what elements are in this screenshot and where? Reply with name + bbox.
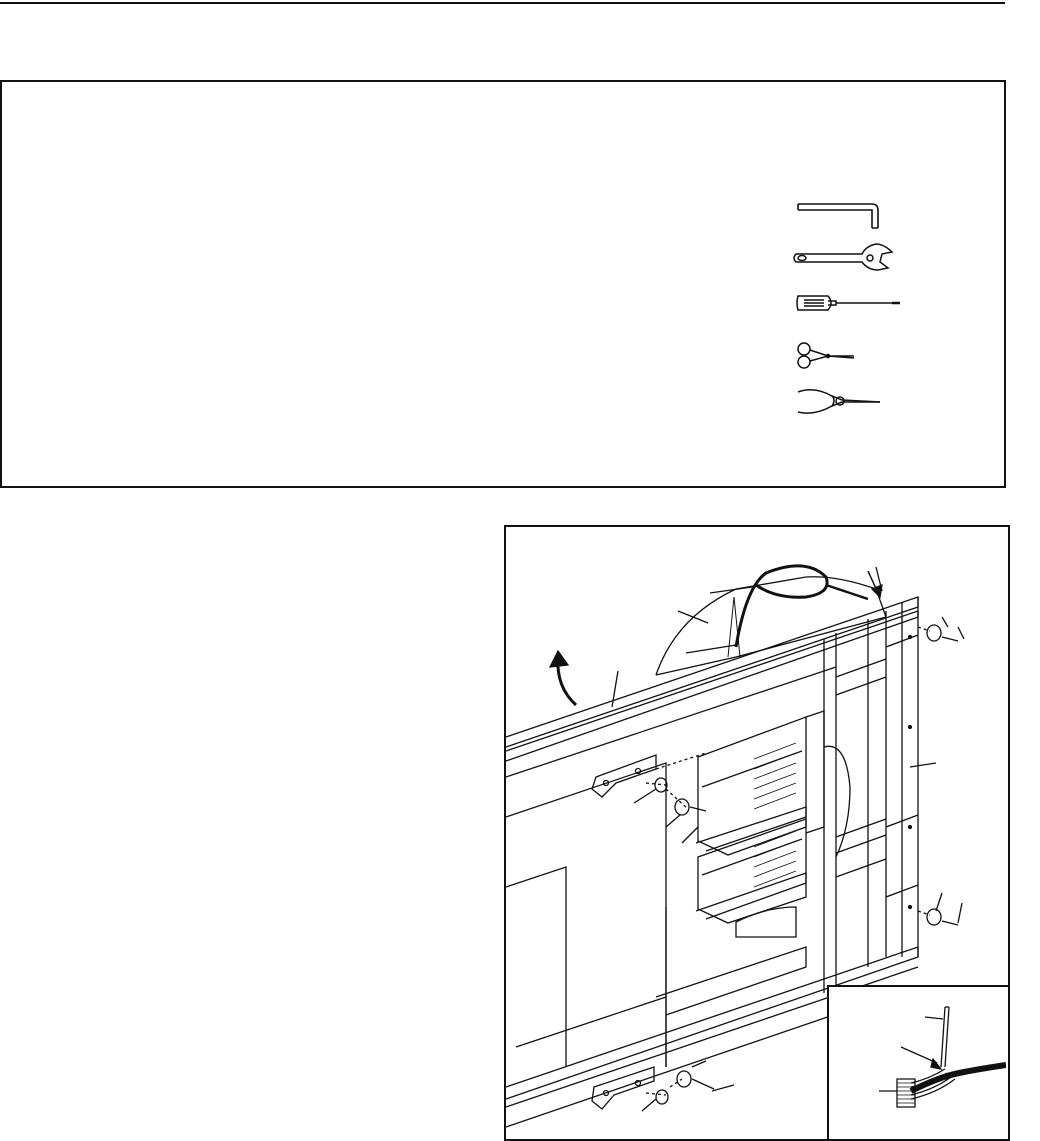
tools-list: [788, 120, 928, 420]
scissors-icon: [798, 343, 854, 368]
wire-harness-inset: [827, 985, 1008, 1139]
header-rule: [0, 2, 1005, 4]
needlenose-pliers-icon: [798, 390, 880, 413]
phillips-screwdriver-icon: [797, 296, 900, 310]
hex-key-icon: [798, 204, 878, 228]
wire-harness-inset-illustration: [829, 987, 1006, 1137]
adjustable-wrench-icon: [794, 244, 892, 270]
